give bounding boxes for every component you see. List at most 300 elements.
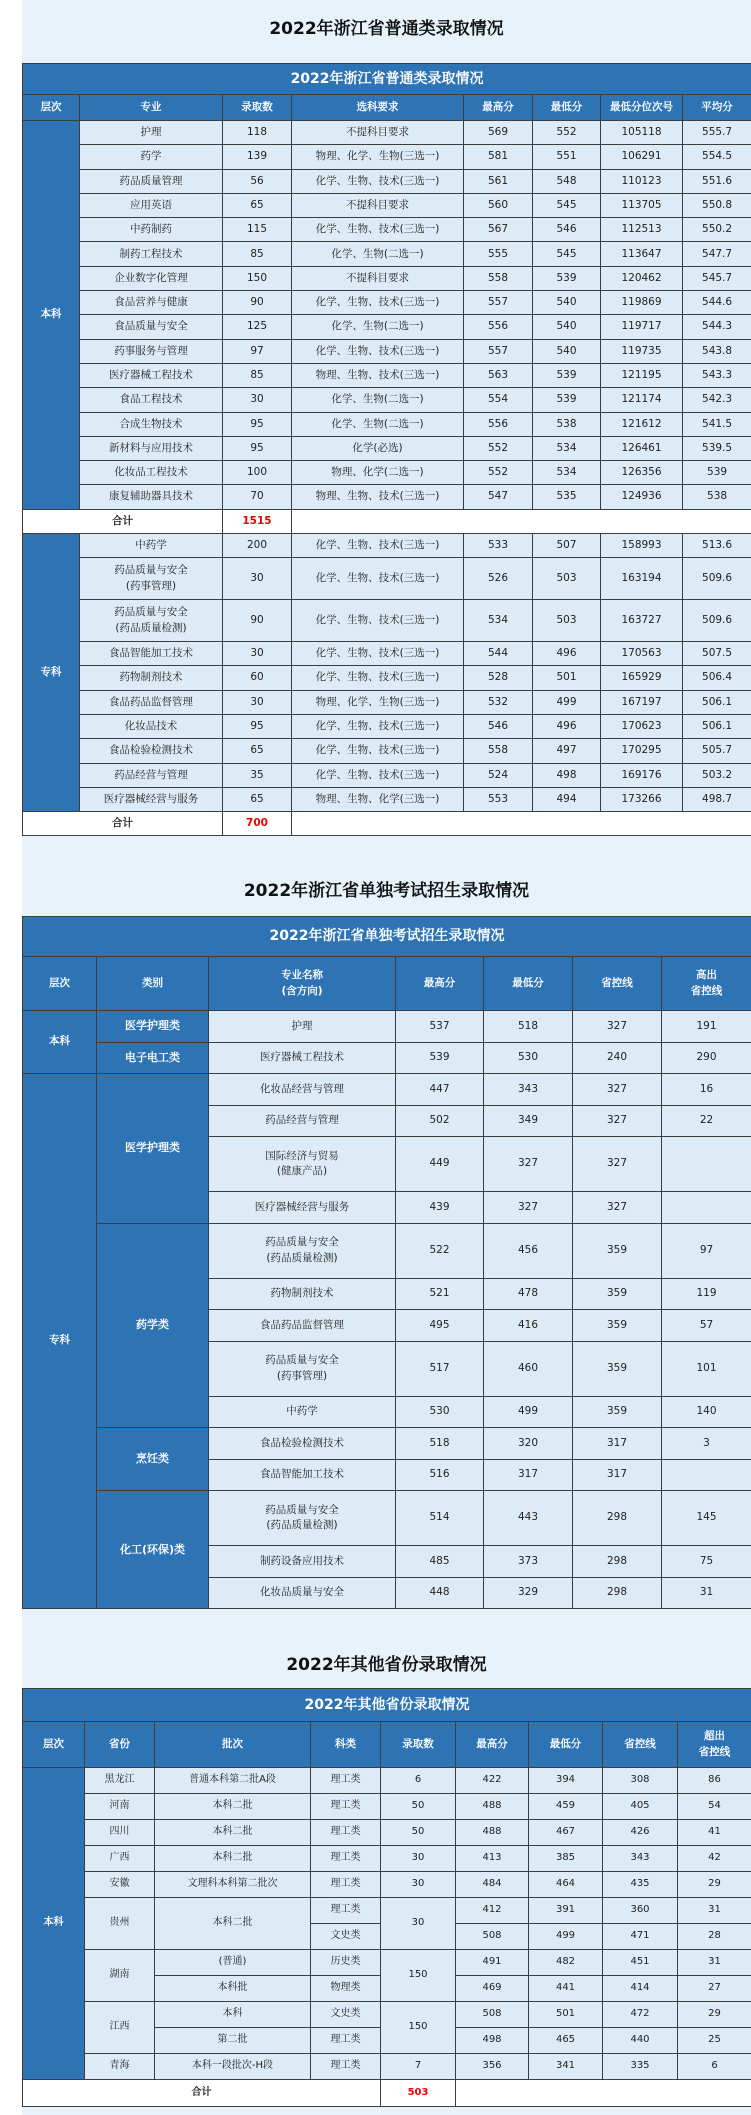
avg-score-cell: 542.3 [683,388,751,412]
control-line-cell: 327 [573,1105,662,1137]
table-row [23,1846,751,1872]
major-cell: 康复辅助器具技术 [80,485,223,509]
max-score-cell: 514 [396,1491,484,1546]
min-rank-cell: 124936 [601,485,683,509]
subject-requirement-cell: 化学、生物(二选一) [292,388,464,412]
max-score-cell: 558 [464,739,533,763]
subject-requirement-cell: 化学、生物(二选一) [292,242,464,266]
category-cell: 理工类 [311,1846,381,1872]
above-control-cell: 22 [662,1105,751,1137]
zhejiang-single-exam-table [22,916,751,1609]
total-row [23,509,751,533]
table-row [23,169,751,193]
category-cell: 医学护理类 [97,1074,209,1224]
min-score-cell: 545 [533,193,601,217]
count-cell: 30 [223,558,292,600]
major-cell: 药品经营与管理 [209,1105,396,1137]
total-label: 合计 [23,2080,381,2107]
control-line-cell: 451 [603,1950,678,1976]
count-cell: 150 [223,266,292,290]
max-score-cell: 532 [464,690,533,714]
min-score-cell: 327 [484,1137,573,1192]
control-line-cell: 343 [603,1846,678,1872]
table-row [23,2054,751,2080]
above-control-cell: 57 [662,1310,751,1342]
min-rank-cell: 112513 [601,218,683,242]
batch-cell: 本科二批 [155,1794,311,1820]
major-cell: 药物制剂技术 [209,1278,396,1310]
control-line-cell: 359 [573,1396,662,1428]
min-rank-cell: 169176 [601,763,683,787]
control-line-cell: 327 [573,1137,662,1192]
count-cell: 118 [223,121,292,145]
header-min-rank: 最低分位次号 [601,95,683,121]
max-score-cell: 495 [396,1310,484,1342]
table-row [23,1820,751,1846]
subject-requirement-cell: 化学、生物、技术(三选一) [292,339,464,363]
category-cell: 理工类 [311,1872,381,1898]
min-score-cell: 499 [529,1924,603,1950]
max-score-cell: 484 [456,1872,529,1898]
table-row [23,266,751,290]
control-line-cell: 359 [573,1278,662,1310]
subject-requirement-cell: 化学、生物、技术(三选一) [292,642,464,666]
avg-score-cell: 538 [683,485,751,509]
major-cell: 制药工程技术 [80,242,223,266]
min-score-cell: 456 [484,1223,573,1278]
header-max-score: 最高分 [396,957,484,1011]
avg-score-cell: 509.6 [683,600,751,642]
total-blank [456,2080,751,2107]
avg-score-cell: 544.6 [683,291,751,315]
min-rank-cell: 113705 [601,193,683,217]
header-level: 层次 [23,957,97,1011]
count-cell: 65 [223,787,292,811]
count-cell: 100 [223,461,292,485]
avg-score-cell: 547.7 [683,242,751,266]
above-control-cell: 75 [662,1546,751,1578]
header-min-score: 最低分 [533,95,601,121]
count-cell: 200 [223,533,292,557]
count-cell: 95 [223,436,292,460]
header-above-control: 高出 省控线 [662,957,751,1011]
min-rank-cell: 126356 [601,461,683,485]
section-title-zhejiang-general: 2022年浙江省普通类录取情况 [269,19,504,39]
max-score-cell: 554 [464,388,533,412]
control-line-cell: 414 [603,1976,678,2002]
control-line-cell: 472 [603,2002,678,2028]
table-row [23,121,751,145]
min-score-cell: 518 [484,1011,573,1043]
count-cell: 6 [381,1768,456,1794]
max-score-cell: 530 [396,1396,484,1428]
max-score-cell: 412 [456,1898,529,1924]
table-row [23,412,751,436]
max-score-cell: 485 [396,1546,484,1578]
control-line-cell: 471 [603,1924,678,1950]
count-cell: 70 [223,485,292,509]
count-cell: 30 [381,1898,456,1950]
count-cell: 95 [223,714,292,738]
min-score-cell: 540 [533,291,601,315]
above-control-cell: 42 [678,1846,751,1872]
major-cell: 企业数字化管理 [80,266,223,290]
min-score-cell: 343 [484,1074,573,1106]
max-score-cell: 488 [456,1794,529,1820]
min-rank-cell: 170623 [601,714,683,738]
max-score-cell: 517 [396,1341,484,1396]
category-cell: 药学类 [97,1223,209,1428]
count-cell: 30 [223,388,292,412]
min-score-cell: 482 [529,1950,603,1976]
min-score-cell: 545 [533,242,601,266]
avg-score-cell: 507.5 [683,642,751,666]
max-score-cell: 518 [396,1428,484,1460]
header-category: 科类 [311,1722,381,1768]
min-rank-cell: 126461 [601,436,683,460]
count-cell: 50 [381,1820,456,1846]
min-rank-cell: 105118 [601,121,683,145]
count-cell: 85 [223,242,292,266]
min-score-cell: 373 [484,1546,573,1578]
major-cell: 医疗器械经营与服务 [80,787,223,811]
major-cell: 中药学 [80,533,223,557]
min-rank-cell: 163727 [601,600,683,642]
major-cell: 药品质量与安全 (药事管理) [80,558,223,600]
max-score-cell: 524 [464,763,533,787]
batch-cell: 本科一段批次-H段 [155,2054,311,2080]
category-cell: 电子电工类 [97,1042,209,1074]
total-blank [292,509,751,533]
min-score-cell: 501 [533,666,601,690]
header-max-score: 最高分 [456,1722,529,1768]
control-line-cell: 435 [603,1872,678,1898]
major-cell: 食品智能加工技术 [209,1459,396,1491]
subject-requirement-cell: 化学、生物、技术(三选一) [292,169,464,193]
subject-requirement-cell: 物理、化学、生物(三选一) [292,145,464,169]
table-row [23,1898,751,1924]
min-rank-cell: 167197 [601,690,683,714]
min-score-cell: 459 [529,1794,603,1820]
table-row [23,666,751,690]
table-row [23,315,751,339]
level-cell: 本科 [23,1011,97,1074]
level-cell: 本科 [23,1768,85,2080]
count-cell: 85 [223,363,292,387]
avg-score-cell: 541.5 [683,412,751,436]
max-score-cell: 508 [456,2002,529,2028]
province-cell: 安徽 [85,1872,155,1898]
count-cell: 90 [223,291,292,315]
min-score-cell: 548 [533,169,601,193]
major-cell: 国际经济与贸易 (健康产品) [209,1137,396,1192]
major-cell: 食品检验检测技术 [209,1428,396,1460]
max-score-cell: 546 [464,714,533,738]
above-control-cell: 28 [678,1924,751,1950]
count-cell: 50 [381,1794,456,1820]
table-title-row [23,1689,751,1722]
subject-requirement-cell: 化学、生物、技术(三选一) [292,291,464,315]
above-control-cell: 290 [662,1042,751,1074]
province-cell: 湖南 [85,1950,155,2002]
max-score-cell: 522 [396,1223,484,1278]
max-score-cell: 528 [464,666,533,690]
major-cell: 应用英语 [80,193,223,217]
max-score-cell: 552 [464,436,533,460]
table-row [23,763,751,787]
min-score-cell: 501 [529,2002,603,2028]
min-rank-cell: 113647 [601,242,683,266]
control-line-cell: 335 [603,2054,678,2080]
avg-score-cell: 498.7 [683,787,751,811]
subject-requirement-cell: 化学、生物、技术(三选一) [292,558,464,600]
count-cell: 97 [223,339,292,363]
min-rank-cell: 170563 [601,642,683,666]
max-score-cell: 447 [396,1074,484,1106]
subject-requirement-cell: 不提科目要求 [292,121,464,145]
major-cell: 食品药品监督管理 [209,1310,396,1342]
total-blank [292,812,751,836]
max-score-cell: 533 [464,533,533,557]
batch-cell: 文理科本科第二批次 [155,1872,311,1898]
count-cell: 7 [381,2054,456,2080]
major-cell: 合成生物技术 [80,412,223,436]
header-count: 录取数 [381,1722,456,1768]
total-label: 合计 [23,509,223,533]
major-cell: 药品质量与安全 (药事管理) [209,1341,396,1396]
count-cell: 30 [381,1872,456,1898]
control-line-cell: 359 [573,1310,662,1342]
max-score-cell: 469 [456,1976,529,2002]
header-row [23,957,751,1011]
min-score-cell: 534 [533,436,601,460]
table-row [23,218,751,242]
min-score-cell: 498 [533,763,601,787]
major-cell: 食品工程技术 [80,388,223,412]
max-score-cell: 439 [396,1192,484,1224]
major-cell: 医疗器械工程技术 [209,1042,396,1074]
province-cell: 黑龙江 [85,1768,155,1794]
max-score-cell: 539 [396,1042,484,1074]
above-control-cell: 145 [662,1491,751,1546]
above-control-cell: 27 [678,1976,751,2002]
control-line-cell: 240 [573,1042,662,1074]
header-level: 层次 [23,1722,85,1768]
avg-score-cell: 550.8 [683,193,751,217]
avg-score-cell: 554.5 [683,145,751,169]
control-line-cell: 308 [603,1768,678,1794]
max-score-cell: 552 [464,461,533,485]
subject-requirement-cell: 化学、生物、技术(三选一) [292,600,464,642]
count-cell: 95 [223,412,292,436]
min-score-cell: 535 [533,485,601,509]
min-rank-cell: 173266 [601,787,683,811]
header-level: 层次 [23,95,80,121]
table-row [23,1768,751,1794]
max-score-cell: 563 [464,363,533,387]
control-line-cell: 360 [603,1898,678,1924]
province-cell: 青海 [85,2054,155,2080]
header-above-control: 超出 省控线 [678,1722,751,1768]
control-line-cell: 359 [573,1223,662,1278]
min-rank-cell: 106291 [601,145,683,169]
min-score-cell: 499 [533,690,601,714]
category-cell: 文史类 [311,1924,381,1950]
control-line-cell: 317 [573,1459,662,1491]
above-control-cell: 41 [678,1820,751,1846]
max-score-cell: 556 [464,412,533,436]
table-title-row [23,917,751,957]
above-control-cell: 29 [678,2002,751,2028]
major-cell: 化妆品工程技术 [80,461,223,485]
table-row [23,388,751,412]
min-score-cell: 329 [484,1577,573,1609]
header-control-line: 省控线 [603,1722,678,1768]
max-score-cell: 422 [456,1768,529,1794]
min-score-cell: 540 [533,339,601,363]
min-rank-cell: 120462 [601,266,683,290]
max-score-cell: 521 [396,1278,484,1310]
above-control-cell: 29 [678,1872,751,1898]
min-score-cell: 538 [533,412,601,436]
min-score-cell: 546 [533,218,601,242]
max-score-cell: 526 [464,558,533,600]
count-cell: 56 [223,169,292,193]
major-cell: 化妆品质量与安全 [209,1577,396,1609]
min-score-cell: 327 [484,1192,573,1224]
header-province: 省份 [85,1722,155,1768]
min-rank-cell: 119735 [601,339,683,363]
above-control-cell [662,1137,751,1192]
min-score-cell: 394 [529,1768,603,1794]
header-min-score: 最低分 [529,1722,603,1768]
major-cell: 中药制药 [80,218,223,242]
count-cell: 139 [223,145,292,169]
table-row [23,1872,751,1898]
control-line-cell: 317 [573,1428,662,1460]
min-score-cell: 467 [529,1820,603,1846]
avg-score-cell: 550.2 [683,218,751,242]
min-score-cell: 317 [484,1459,573,1491]
avg-score-cell: 509.6 [683,558,751,600]
count-cell: 150 [381,1950,456,2002]
count-cell: 90 [223,600,292,642]
min-score-cell: 507 [533,533,601,557]
max-score-cell: 356 [456,2054,529,2080]
batch-cell: 普通本科第二批A段 [155,1768,311,1794]
subject-requirement-cell: 不提科目要求 [292,193,464,217]
above-control-cell: 31 [678,1950,751,1976]
min-rank-cell: 119869 [601,291,683,315]
category-cell: 历史类 [311,1950,381,1976]
table-row [23,690,751,714]
avg-score-cell: 551.6 [683,169,751,193]
min-score-cell: 464 [529,1872,603,1898]
min-score-cell: 530 [484,1042,573,1074]
min-score-cell: 534 [533,461,601,485]
header-row [23,1722,751,1768]
min-rank-cell: 119717 [601,315,683,339]
table-row [23,714,751,738]
page [22,0,751,2115]
major-cell: 食品营养与健康 [80,291,223,315]
avg-score-cell: 543.3 [683,363,751,387]
min-score-cell: 478 [484,1278,573,1310]
major-cell: 食品检验检测技术 [80,739,223,763]
table-row [23,1428,751,1460]
count-cell: 60 [223,666,292,690]
avg-score-cell: 503.2 [683,763,751,787]
subject-requirement-cell: 物理、化学、生物(三选一) [292,690,464,714]
major-cell: 化妆品技术 [80,714,223,738]
table-title: 2022年浙江省单独考试招生录取情况 [23,917,751,957]
max-score-cell: 581 [464,145,533,169]
table-row [23,1491,751,1546]
subject-requirement-cell: 化学、生物、技术(三选一) [292,218,464,242]
major-cell: 化妆品经营与管理 [209,1074,396,1106]
above-control-cell [662,1459,751,1491]
count-cell: 30 [381,1846,456,1872]
above-control-cell: 25 [678,2028,751,2054]
province-cell: 广西 [85,1846,155,1872]
major-cell: 新材料与应用技术 [80,436,223,460]
table-row [23,291,751,315]
table-row [23,339,751,363]
avg-score-cell: 513.6 [683,533,751,557]
major-cell: 药品质量管理 [80,169,223,193]
header-batch: 批次 [155,1722,311,1768]
max-score-cell: 555 [464,242,533,266]
min-score-cell: 503 [533,600,601,642]
count-cell: 125 [223,315,292,339]
subject-requirement-cell: 物理、生物、技术(三选一) [292,363,464,387]
table-row [23,533,751,557]
count-cell: 30 [223,690,292,714]
total-count: 700 [223,812,292,836]
header-avg-score: 平均分 [683,95,751,121]
subject-requirement-cell: 化学(必选) [292,436,464,460]
total-label: 合计 [23,812,223,836]
max-score-cell: 557 [464,339,533,363]
max-score-cell: 498 [456,2028,529,2054]
level-cell: 专科 [23,1074,97,1609]
above-control-cell: 3 [662,1428,751,1460]
control-line-cell: 327 [573,1011,662,1043]
batch-cell: (普通) [155,1950,311,1976]
subject-requirement-cell: 化学、生物、技术(三选一) [292,714,464,738]
max-score-cell: 547 [464,485,533,509]
control-line-cell: 405 [603,1794,678,1820]
subject-requirement-cell: 不提科目要求 [292,266,464,290]
table-row [23,1074,751,1106]
max-score-cell: 449 [396,1137,484,1192]
province-cell: 江西 [85,2002,155,2054]
major-cell: 食品智能加工技术 [80,642,223,666]
table-title-row [23,64,751,95]
max-score-cell: 537 [396,1011,484,1043]
subject-requirement-cell: 化学、生物、技术(三选一) [292,763,464,787]
category-cell: 理工类 [311,2028,381,2054]
subject-requirement-cell: 化学、生物、技术(三选一) [292,739,464,763]
min-score-cell: 540 [533,315,601,339]
subject-requirement-cell: 物理、生物、化学(三选一) [292,787,464,811]
table-row [23,436,751,460]
min-score-cell: 539 [533,388,601,412]
total-count: 503 [381,2080,456,2107]
count-cell: 30 [223,642,292,666]
max-score-cell: 491 [456,1950,529,1976]
header-control-line: 省控线 [573,957,662,1011]
